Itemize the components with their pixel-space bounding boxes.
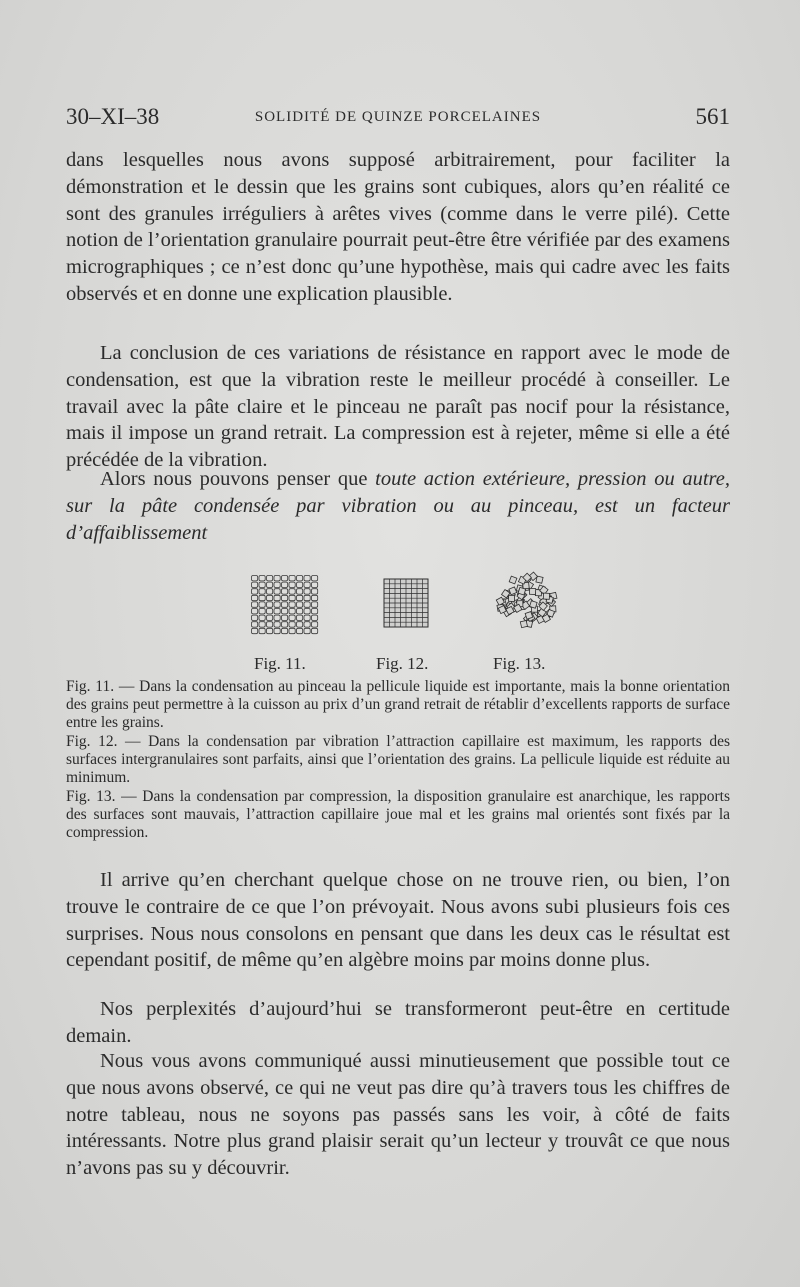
caption-figure-11: [66, 678, 730, 732]
figure-13-illustration: [492, 567, 562, 635]
running-header: [66, 104, 730, 134]
caption-13-text: — Dans la condensation par compression, la disposition granulaire est anarchique, les rapports des surfaces sont mauvais, l’attraction capillaire joue mal et les grains mal orientés sont fixés par la compression.: [66, 788, 730, 841]
paragraph-1: dans lesquelles nous avons supposé arbitrairement, pour faciliter la démonstration et le dessin que les grains sont cubiques, alors qu’en réalité ce sont des granules irréguliers à arêtes vives (comme dans le verre pilé). Cette notion de l’orientation granulaire pourrait peut-être être vérifiée par des examens micrographiques ; ce n’est donc qu’une hypothèse, mais qui cadre avec les faits observés et en donne une explication plausible.: [66, 149, 730, 305]
figure-labels: [250, 654, 580, 678]
page-number: 561: [695, 104, 730, 129]
caption-11-text: — Dans la condensation au pinceau la pellicule liquide est importante, mais la bonne orientation des grains peut permettre à la cuisson au prix d’un grand retrait de rétablir d’excellents rapports de surface entre les grains.: [66, 678, 730, 731]
figure-11-label: Fig. 11.: [254, 654, 306, 673]
paragraph-3-lead: Alors nous pouvons penser que: [100, 468, 376, 490]
paragraph-6: Nous vous avons communiqué aussi minutieusement que possible tout ce que nous avons observé, ce qui ne veut pas dire qu’à travers tous les chiffres de notre tableau, nous ne soyons pas passés sans les voir, à côté de faits intéressants. Notre plus grand plaisir serait qu’un lecteur y trouvât ce que nous n’avons pas su y découvrir.: [66, 1050, 730, 1180]
caption-figure-12: [66, 733, 730, 787]
figure-12-illustration: [383, 578, 429, 628]
caption-12-text: — Dans la condensation par vibration l’attraction capillaire est maximum, les rapports des surfaces intergranulaires sont parfaits, ainsi que l’orientation des grains. La pellicule liquide est réduite au minimum.: [66, 733, 730, 786]
paragraph-4: Il arrive qu’en cherchant quelque chose on ne trouve rien, ou bien, l’on trouve le contraire de ce que l’on prévoyait. Nous avons subi plusieurs fois ces surprises. Nous nous consolons en pensant que dans les deux cas le résultat est cependant positif, de même qu’en algèbre moins par moins donne plus.: [66, 869, 730, 972]
figure-11-illustration: [250, 574, 320, 636]
caption-11-tag: Fig. 11.: [66, 678, 115, 695]
caption-13-tag: Fig. 13.: [66, 788, 116, 805]
paragraph-2: La conclusion de ces variations de résistance en rapport avec le mode de condensation, est que la vibration reste le meilleur procédé à conseiller. Le travail avec la pâte claire et le pinceau ne paraît pas nocif pour la résistance, mais il impose un grand retrait. La compression est à rejeter, même si elle a été précédée de la vibration.: [66, 342, 730, 472]
header-date: 30–XI–38: [66, 104, 160, 129]
caption-12-tag: Fig. 12.: [66, 733, 118, 750]
figure-13-label: Fig. 13.: [493, 654, 546, 673]
paragraph-3: [66, 466, 730, 546]
paragraph-5: Nos perplexités d’aujourd’hui se transformeront peut-être en certitude demain.: [66, 998, 730, 1047]
caption-figure-13: [66, 788, 730, 842]
header-title: SOLIDITÉ DE QUINZE PORCELAINES: [254, 109, 542, 125]
paragraph-3-emphasis: toute action extérieure, pression ou autre, sur la pâte condensée par vibration ou au pinceau, est un facteur d’affaiblissement: [66, 468, 730, 544]
figure-12-label: Fig. 12.: [376, 654, 429, 673]
